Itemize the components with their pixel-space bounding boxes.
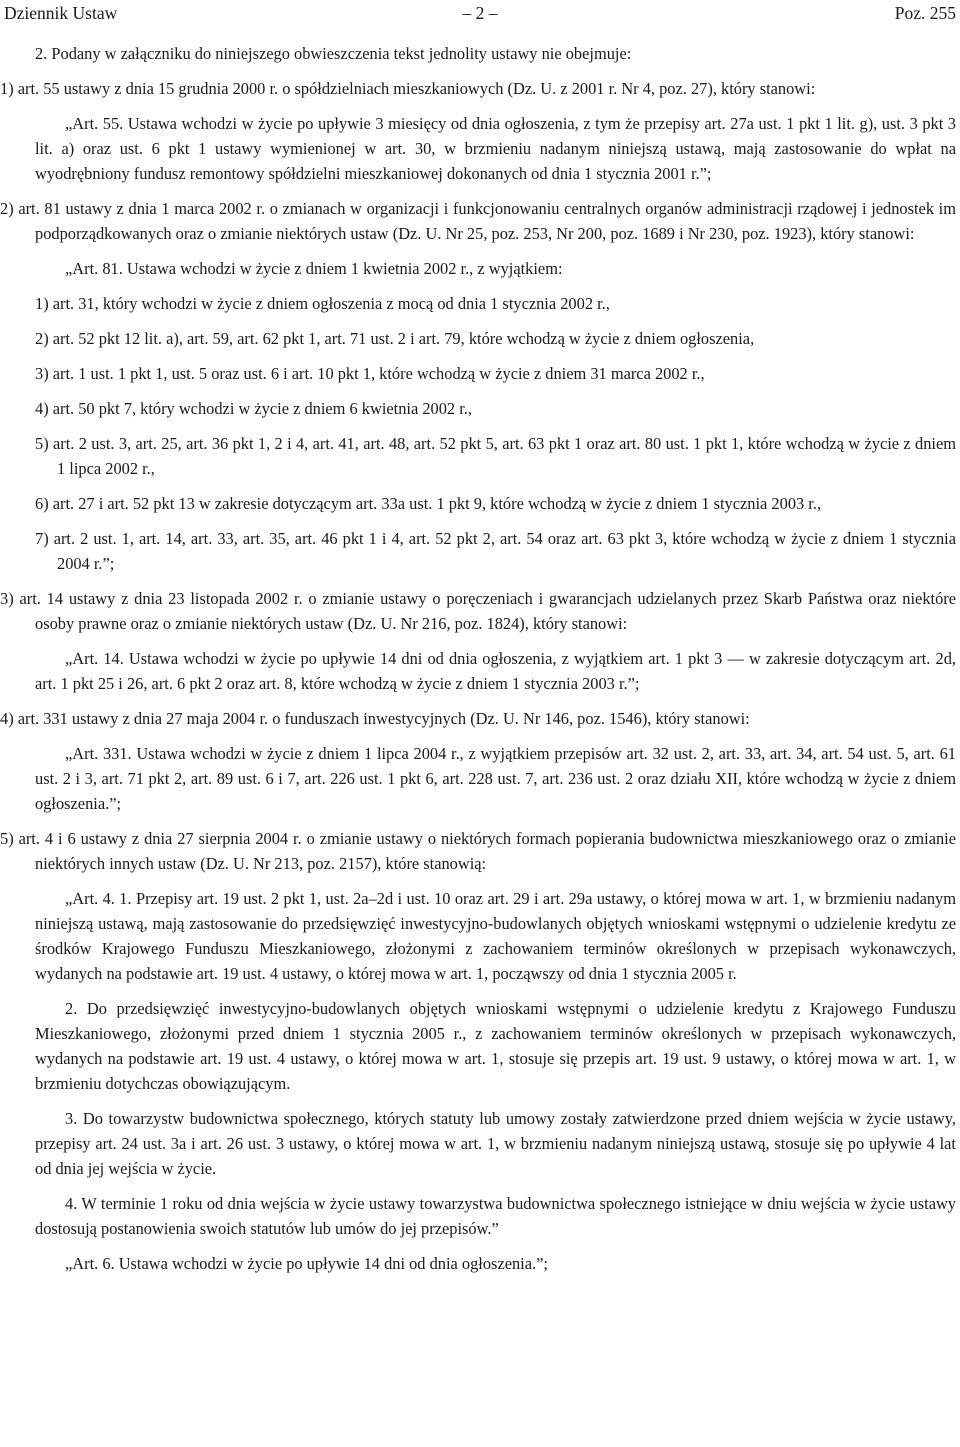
sub-item-5: 5) art. 2 ust. 3, art. 25, art. 36 pkt 1, 2 i 4, art. 41, art. 48, art. 52 pkt 5, art. 63 pkt 1 oraz art. 80 ust. 1 pkt 1, które wchodzą w życie z dniem 1 lipca 2002 r., [35,434,956,478]
quote-art-4-1: „Art. 4. 1. Przepisy art. 19 ust. 2 pkt 1, ust. 2a–2d i ust. 10 oraz art. 29 i art. 29a ustawy, o której mowa w art. 1, w brzmieniu nadanym niniejszą ustawą, mają zastosowanie do przedsięwzięć inwestycyjno-budowlanych objętych wnioskami wstępnymi o udzielenie kredytu ze środków Krajowego Funduszu Mieszkaniowego, złożonymi z zachowaniem terminów określonych w przepisach wykonawczych, wydanych na podstawie art. 19 ust. 4 ustawy, o której mowa w art. 1, począwszy od dnia 1 stycznia 2005 r. [35,889,956,983]
sub-item-4: 4) art. 50 pkt 7, który wchodzi w życie z dniem 6 kwietnia 2002 r., [35,399,472,418]
quote-art-81: „Art. 81. Ustawa wchodzi w życie z dniem 1 kwietnia 2002 r., z wyjątkiem: [65,259,563,278]
sub-item-6: 6) art. 27 i art. 52 pkt 13 w zakresie dotyczącym art. 33a ust. 1 pkt 9, które wchodzą w życie z dniem 1 stycznia 2003 r., [35,494,822,513]
item-1: 1) art. 55 ustawy z dnia 15 grudnia 2000 r. o spółdzielniach mieszkaniowych (Dz. U. z 2001 r. Nr 4, poz. 27), który stanowi: [0,79,816,98]
page-header [4,0,956,26]
quote-art-14: „Art. 14. Ustawa wchodzi w życie po upływie 14 dni od dnia ogłoszenia, z wyjątkiem art. 1 pkt 3 — w zakresie dotyczącym art. 2d, art. 1 pkt 25 i 26, art. 6 pkt 2 oraz art. 8, które wchodzą w życie z dniem 1 stycznia 2003 r.”; [35,649,956,693]
item-4: 4) art. 331 ustawy z dnia 27 maja 2004 r. o funduszach inwestycyjnych (Dz. U. Nr 146, poz. 1546), który stanowi: [0,709,750,728]
quote-art-6: „Art. 6. Ustawa wchodzi w życie po upływie 14 dni od dnia ogłoszenia.”; [65,1254,548,1273]
sub-item-3: 3) art. 1 ust. 1 pkt 1, ust. 5 oraz ust. 6 i art. 10 pkt 1, które wchodzą w życie z dniem 31 marca 2002 r., [35,364,705,383]
item-5: 5) art. 4 i 6 ustawy z dnia 27 sierpnia 2004 r. o zmianie ustawy o niektórych formach popierania budownictwa mieszkaniowego oraz o zmianie niektórych innych ustaw (Dz. U. Nr 213, poz. 2157), które stanowią: [0,829,956,873]
quote-art-55: „Art. 55. Ustawa wchodzi w życie po upływie 3 miesięcy od dnia ogłoszenia, z tym że przepisy art. 27a ust. 1 pkt 1 lit. g), ust. 3 pkt 3 lit. a) oraz ust. 6 pkt 1 ustawy wymienionej w art. 30, w brzmieniu nadanym niniejszą ustawą, mają zastosowanie do wpłat na wyodrębniony fundusz remontowy spółdzielni mieszkaniowej dokonanych od dnia 1 stycznia 2001 r.”; [35,114,956,183]
sub-item-1: 1) art. 31, który wchodzi w życie z dniem ogłoszenia z mocą od dnia 1 stycznia 2002 r., [35,294,610,313]
sub-item-2: 2) art. 52 pkt 12 lit. a), art. 59, art. 62 pkt 1, art. 71 ust. 2 i art. 79, które wchodzą w życie z dniem ogłoszenia, [35,329,755,348]
item-2: 2) art. 81 ustawy z dnia 1 marca 2002 r. o zmianach w organizacji i funkcjonowaniu centralnych organów administracji rządowej i jednostek im podporządkowanych oraz o zmianie niektórych ustaw (Dz. U. Nr 25, poz. 253, Nr 200, poz. 1689 i Nr 230, poz. 1923), który stanowi: [0,199,956,243]
quote-art-4-3: 3. Do towarzystw budownictwa społecznego, których statuty lub umowy zostały zatwierdzone przed dniem wejścia w życie ustawy, przepisy art. 24 ust. 3a i art. 26 ust. 3 ustawy, o której mowa w art. 1, w brzmieniu nadanym niniejszą ustawą, stosuje się po upływie 4 lat od dnia jej wejścia w życie. [35,1109,956,1178]
position-number: Poz. 255 [894,3,956,23]
intro-paragraph: 2. Podany w załączniku do niniejszego obwieszczenia tekst jednolity ustawy nie obejmuje: [35,44,632,63]
journal-title: Dziennik Ustaw [4,3,118,23]
quote-art-4-2: 2. Do przedsięwzięć inwestycyjno-budowlanych objętych wnioskami wstępnymi o udzielenie kredytu z Krajowego Funduszu Mieszkaniowego, złożonymi przed dniem 1 stycznia 2005 r., z zachowaniem terminów określonych w przepisach wykonawczych, wydanych na podstawie art. 19 ust. 4 ustawy, o której mowa w art. 1, stosuje się przepis art. 19 ust. 9 ustawy, o której mowa w art. 1, w brzmieniu dotychczas obowiązującym. [35,999,956,1093]
quote-art-4-4: 4. W terminie 1 roku od dnia wejścia w życie ustawy towarzystwa budownictwa społecznego istniejące w dniu wejścia w życie ustawy dostosują postanowienia swoich statutów lub umów do jej przepisów.” [35,1194,956,1238]
document-body [0,41,956,1286]
sub-item-7: 7) art. 2 ust. 1, art. 14, art. 33, art. 35, art. 46 pkt 1 i 4, art. 52 pkt 2, art. 54 oraz art. 63 pkt 3, które wchodzą w życie z dniem 1 stycznia 2004 r.”; [35,529,956,573]
quote-art-331: „Art. 331. Ustawa wchodzi w życie z dniem 1 lipca 2004 r., z wyjątkiem przepisów art. 32 ust. 2, art. 33, art. 34, art. 54 ust. 5, art. 61 ust. 2 i 3, art. 71 pkt 2, art. 89 ust. 6 i 7, art. 226 ust. 1 pkt 6, art. 228 ust. 7, art. 236 ust. 2 oraz działu XII, które wchodzą w życie z dniem ogłoszenia.”; [35,744,956,813]
item-3: 3) art. 14 ustawy z dnia 23 listopada 2002 r. o zmianie ustawy o poręczeniach i gwarancjach udzielanych przez Skarb Państwa oraz niektóre osoby prawne oraz o zmianie niektórych ustaw (Dz. U. Nr 216, poz. 1824), który stanowi: [0,589,956,633]
page-number: – 2 – [462,3,498,23]
